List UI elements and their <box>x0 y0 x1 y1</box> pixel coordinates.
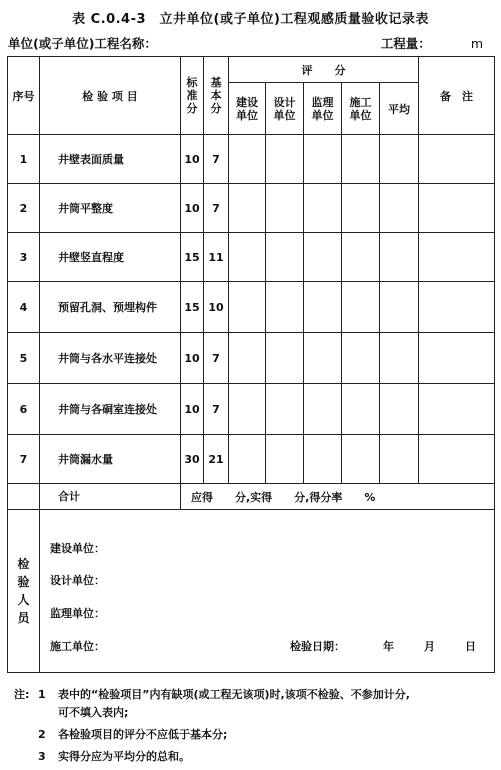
score-cell[interactable] <box>304 135 342 184</box>
row-standard: 10 <box>181 384 204 435</box>
score-col-text: 设计单位 <box>273 95 296 122</box>
note-2 <box>14 726 494 744</box>
score-cell[interactable] <box>229 184 266 233</box>
score-cell[interactable] <box>266 435 304 484</box>
subheader <box>8 34 493 52</box>
quantity-label: 工程量： <box>380 36 431 51</box>
remarks-cell[interactable] <box>419 233 495 282</box>
remarks-cell[interactable] <box>419 282 495 333</box>
remarks-cell[interactable] <box>419 135 495 184</box>
score-cell[interactable] <box>380 282 419 333</box>
note-num: 3 <box>38 750 46 763</box>
score-cell[interactable] <box>380 184 419 233</box>
table-row <box>8 184 495 233</box>
remarks-cell[interactable] <box>419 435 495 484</box>
header-remarks: 备 注 <box>419 57 495 135</box>
row-item: 预留孔洞、预埋构件 <box>40 282 181 333</box>
table-row <box>8 333 495 384</box>
score-cell[interactable] <box>304 184 342 233</box>
score-cell[interactable] <box>342 333 380 384</box>
row-basic: 7 <box>204 184 229 233</box>
total-row <box>8 484 495 510</box>
sign-design[interactable]: 设计单位： <box>50 573 105 587</box>
total-seq-blank <box>8 484 40 510</box>
row-basic: 10 <box>204 282 229 333</box>
row-seq: 5 <box>8 333 40 384</box>
row-basic: 7 <box>204 333 229 384</box>
inspectors-label-cell <box>8 510 40 673</box>
header-row-1 <box>8 57 495 83</box>
note-text: 表中的“检验项目”内有缺项(或工程无该项)时,该项不检验、不参加计分, <box>58 688 410 701</box>
score-cell[interactable] <box>266 184 304 233</box>
remarks-cell[interactable] <box>419 184 495 233</box>
quantity-field <box>381 34 483 52</box>
inspectors-signatures <box>40 510 495 673</box>
score-cell[interactable] <box>380 384 419 435</box>
score-cell[interactable] <box>380 233 419 282</box>
date-label: 检验日期： <box>290 639 345 653</box>
header-item: 检 验 项 目 <box>40 57 181 135</box>
notes <box>14 686 494 766</box>
header-basic-text: 基本分 <box>210 76 222 115</box>
date-day: 日 <box>465 639 476 653</box>
note-num: 2 <box>38 728 46 741</box>
row-standard: 10 <box>181 135 204 184</box>
sign-supervision[interactable]: 监理单位： <box>50 606 105 620</box>
total-label: 合计 <box>40 484 181 510</box>
score-cell[interactable] <box>229 233 266 282</box>
page-title: 表 C.0.4-3 立井单位(或子单位)工程观感质量验收记录表 <box>72 12 429 27</box>
note-1 <box>14 686 494 704</box>
remarks-cell[interactable] <box>419 333 495 384</box>
header-score-supervision <box>304 83 342 135</box>
row-seq: 1 <box>8 135 40 184</box>
score-cell[interactable] <box>266 135 304 184</box>
score-cell[interactable] <box>304 435 342 484</box>
score-cell[interactable] <box>266 233 304 282</box>
score-col-text: 施工单位 <box>349 95 372 122</box>
score-col-text: 建设单位 <box>236 95 258 122</box>
inspectors-row <box>8 510 495 673</box>
row-standard: 15 <box>181 233 204 282</box>
row-basic: 7 <box>204 135 229 184</box>
header-standard <box>181 57 204 135</box>
row-item: 井壁表面质量 <box>40 135 181 184</box>
header-score-group: 评 分 <box>229 57 419 83</box>
score-cell[interactable] <box>380 333 419 384</box>
date-year: 年 <box>383 639 394 653</box>
header-score-contractor <box>342 83 380 135</box>
row-seq: 2 <box>8 184 40 233</box>
score-cell[interactable] <box>304 333 342 384</box>
score-cell[interactable] <box>229 282 266 333</box>
score-cell[interactable] <box>342 135 380 184</box>
note-3 <box>14 748 494 766</box>
date-month: 月 <box>424 639 435 653</box>
score-cell[interactable] <box>229 435 266 484</box>
project-name-label: 单位(或子单位)工程名称： <box>8 36 157 51</box>
row-standard: 30 <box>181 435 204 484</box>
header-score-average: 平均 <box>380 83 419 135</box>
score-cell[interactable] <box>266 282 304 333</box>
row-standard: 10 <box>181 184 204 233</box>
header-standard-text: 标准分 <box>186 76 198 115</box>
row-item: 井筒与各硐室连接处 <box>40 384 181 435</box>
score-cell[interactable] <box>304 282 342 333</box>
score-cell[interactable] <box>304 233 342 282</box>
row-item: 井筒漏水量 <box>40 435 181 484</box>
row-basic: 21 <box>204 435 229 484</box>
row-item: 井筒平整度 <box>40 184 181 233</box>
header-basic <box>204 57 229 135</box>
total-text: 应得 分,实得 分,得分率 % <box>181 484 495 510</box>
row-seq: 6 <box>8 384 40 435</box>
signature-area <box>40 514 494 669</box>
score-col-text: 监理单位 <box>311 95 334 122</box>
table-row <box>8 233 495 282</box>
score-cell[interactable] <box>229 384 266 435</box>
header-score-construction-owner <box>229 83 266 135</box>
score-cell[interactable] <box>229 135 266 184</box>
score-cell[interactable] <box>304 384 342 435</box>
quantity-unit: m <box>470 36 483 51</box>
row-basic: 11 <box>204 233 229 282</box>
note-text: 实得分应为平均分的总和。 <box>58 750 190 763</box>
score-cell[interactable] <box>342 184 380 233</box>
row-basic: 7 <box>204 384 229 435</box>
row-seq: 7 <box>8 435 40 484</box>
table-row <box>8 282 495 333</box>
row-item: 井壁竖直程度 <box>40 233 181 282</box>
header-seq: 序号 <box>8 57 40 135</box>
row-standard: 10 <box>181 333 204 384</box>
table-row <box>8 384 495 435</box>
sign-owner[interactable]: 建设单位： <box>50 541 105 555</box>
table-row <box>8 135 495 184</box>
score-cell[interactable] <box>342 233 380 282</box>
sign-contractor[interactable]: 施工单位： <box>50 639 105 653</box>
score-cell[interactable] <box>380 135 419 184</box>
row-seq: 4 <box>8 282 40 333</box>
row-seq: 3 <box>8 233 40 282</box>
score-cell[interactable] <box>380 435 419 484</box>
note-text: 各检验项目的评分不应低于基本分; <box>58 728 228 741</box>
score-cell[interactable] <box>229 333 266 384</box>
note-1-cont <box>14 704 494 722</box>
notes-prefix: 注: <box>14 688 30 701</box>
inspection-date[interactable] <box>290 638 476 654</box>
score-cell[interactable] <box>342 435 380 484</box>
note-text-cont: 可不填入表内; <box>58 706 129 719</box>
row-standard: 15 <box>181 282 204 333</box>
table-row <box>8 435 495 484</box>
score-cell[interactable] <box>266 384 304 435</box>
score-cell[interactable] <box>266 333 304 384</box>
score-cell[interactable] <box>342 384 380 435</box>
inspectors-label: 检验人员 <box>17 557 30 625</box>
inspection-table <box>7 56 495 673</box>
score-cell[interactable] <box>342 282 380 333</box>
note-num: 1 <box>38 688 46 701</box>
header-score-design <box>266 83 304 135</box>
row-item: 井筒与各水平连接处 <box>40 333 181 384</box>
remarks-cell[interactable] <box>419 384 495 435</box>
